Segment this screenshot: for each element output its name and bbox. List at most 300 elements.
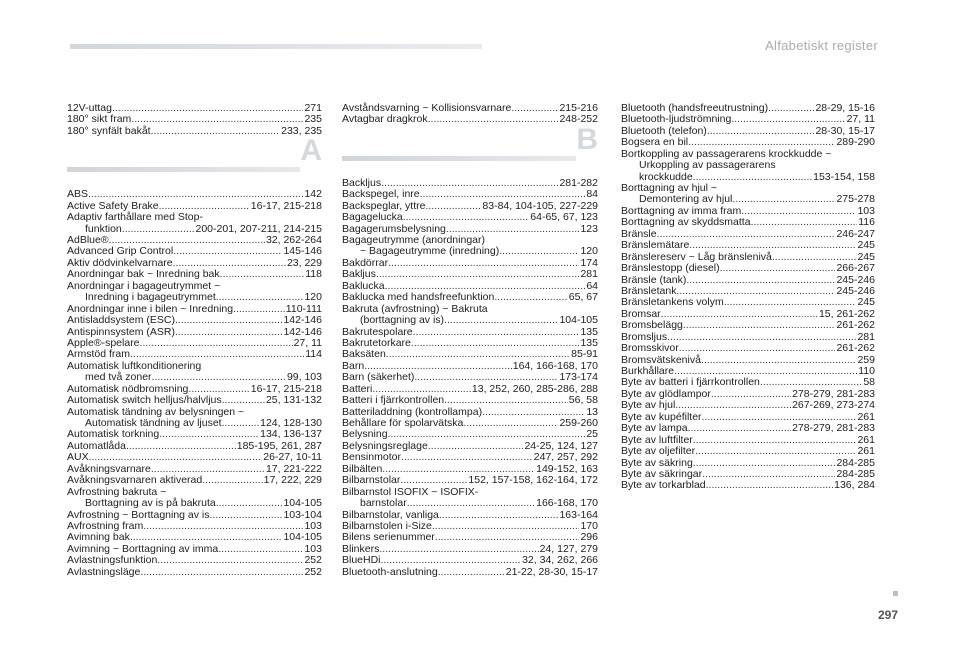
index-pages: 24-25, 124, 127 (524, 439, 598, 452)
index-pages: 58 (863, 376, 875, 389)
index-term: Bagageutrymme (anordningar) (342, 234, 485, 247)
index-term: Automatisk tändning av belysningen ~ (67, 405, 245, 418)
index-entry (621, 183, 875, 206)
index-term: 180° synfält bakåt (67, 124, 151, 137)
leader-dots (428, 114, 559, 125)
index-entry (342, 395, 598, 406)
index-pages: 116 (858, 216, 875, 229)
leader-dots (702, 469, 835, 480)
index-pages: 163-164 (559, 508, 598, 521)
index-subterm: Urkoppling av passagerarens (639, 159, 776, 172)
index-pages: 27, 11 (293, 336, 322, 349)
index-entry (67, 126, 322, 137)
section-letter-a: A (300, 134, 322, 168)
index-term: Demontering av hjul (639, 193, 733, 206)
index-term: AdBlue® (67, 234, 109, 247)
index-term: Bromsvätskenivå (621, 353, 701, 366)
index-pages: 145-146 (283, 245, 322, 258)
index-term: Bromsbelägg (621, 319, 683, 332)
index-pages: 17, 221-222 (265, 462, 322, 475)
index-term: Belysningsreglage (342, 439, 428, 452)
index-term: Borttagning av skyddsmatta (621, 216, 751, 229)
index-pages: 103 (857, 204, 875, 217)
leader-dots (126, 441, 236, 452)
index-line (342, 498, 598, 509)
index-entry (67, 475, 322, 486)
index-term: Bakrutespolare (342, 325, 413, 338)
index-term: Automatisk nödbromsning (67, 382, 189, 395)
index-term: Byte av lampa (621, 422, 688, 435)
leader-dots (407, 498, 535, 509)
index-pages: 123 (580, 222, 598, 235)
index-pages: 21-22, 28-30, 15-17 (505, 565, 598, 578)
leader-dots (157, 555, 303, 566)
index-pages: 103-104 (283, 508, 322, 521)
index-pages: 252 (304, 554, 322, 567)
index-line (67, 315, 322, 326)
index-group-b (342, 178, 598, 578)
index-term: Byte av glödlampor (621, 387, 711, 400)
index-term: Avimning ~ Borttagning av imma (67, 542, 219, 555)
index-pages: 173-174 (559, 371, 598, 384)
index-entry (342, 304, 598, 327)
index-term: 180° sikt fram (67, 113, 132, 126)
index-entry (67, 212, 322, 235)
index-term: 12V-uttag (67, 101, 112, 114)
index-term: Bromsskivor (621, 342, 679, 355)
leader-dots (679, 343, 836, 354)
index-pages: 296 (580, 531, 598, 544)
index-term: Batteriladdning (kontrollampa) (342, 405, 483, 418)
index-entry (621, 343, 875, 354)
index-pages: 16-17, 215-218 (250, 199, 322, 212)
index-term: Armstöd fram (67, 348, 131, 361)
index-pages: 200-201, 207-211, 214-215 (195, 222, 322, 235)
index-term: Avåkningsvarnare (67, 462, 151, 475)
index-term: Avfrostning ~ Borttagning av is (67, 508, 210, 521)
index-pages: 118 (305, 268, 322, 281)
index-pages: 261-262 (836, 342, 875, 355)
leader-dots (693, 458, 836, 469)
index-term: barnstolar (360, 497, 407, 510)
index-pages: 271 (304, 101, 322, 114)
leader-dots (151, 126, 281, 137)
index-pages: 134, 136-137 (260, 428, 322, 441)
index-term: ABS (67, 188, 89, 201)
index-term: Bagagelucka (342, 211, 403, 224)
index-line (621, 343, 875, 354)
index-term: Avståndsvarning ~ Kollisionsvarnare (342, 101, 512, 114)
header-rule (70, 44, 482, 49)
index-pages: 170 (580, 519, 598, 532)
index-line (67, 567, 322, 578)
index-term: Bagagerumsbelysning (342, 222, 446, 235)
index-pages: 28-30, 15-17 (815, 124, 875, 137)
index-term: Automatisk tändning av ljuset (85, 417, 222, 430)
index-term: med två zoner (85, 371, 152, 384)
index-term: Bilbarnstol ISOFIX ~ ISOFIX- (342, 485, 479, 498)
index-term: krockkudde (639, 170, 693, 183)
index-term: Byte av torkarblad (621, 479, 706, 492)
leader-dots (693, 435, 857, 446)
index-line (67, 212, 322, 223)
leader-dots (741, 206, 856, 217)
index-term: (borttagning av is) (360, 314, 445, 327)
leader-dots (218, 544, 303, 555)
index-pages: 13, 252, 260, 285-286, 288 (471, 382, 598, 395)
leader-dots (711, 389, 791, 400)
leader-dots (425, 201, 481, 212)
index-term: Bränslemätare (621, 239, 690, 252)
index-pages: 65, 67 (568, 291, 598, 304)
index-entry (67, 567, 322, 578)
index-pages: 64-65, 67, 123 (530, 211, 598, 224)
leader-dots (444, 315, 558, 326)
index-entry (621, 240, 875, 251)
index-pages: 103 (304, 542, 322, 555)
index-entry (342, 258, 598, 269)
index-entry (621, 480, 875, 491)
section-divider-bar (342, 156, 576, 161)
section-divider-a (67, 134, 322, 183)
index-term: Bluetooth (handsfreeutrustning) (621, 101, 769, 114)
index-term: Bluetooth-ljudströmning (621, 113, 732, 126)
index-column-2 (342, 103, 598, 578)
index-term: Bränsle (621, 227, 657, 240)
index-term: Burkhållare (621, 365, 675, 378)
index-line (67, 395, 322, 406)
section-letter-b: B (576, 122, 598, 156)
index-term: Byte av hjul (621, 399, 676, 412)
index-pages: 85-91 (571, 348, 598, 361)
index-term: Active Safety Brake (67, 199, 159, 212)
index-pages: 17, 222, 229 (263, 474, 322, 487)
leader-dots (720, 263, 836, 274)
index-line (621, 160, 875, 171)
index-term: BlueHDi (342, 554, 381, 567)
index-pages: 245-246 (836, 284, 875, 297)
index-line (342, 395, 598, 406)
index-pages: 275-278 (836, 193, 875, 206)
leader-dots (463, 418, 558, 429)
index-entry (342, 114, 598, 125)
leader-dots (511, 103, 558, 114)
leader-dots (173, 246, 282, 257)
index-term: Antisladdsystem (ESC) (67, 314, 175, 327)
index-pages: 120 (580, 245, 598, 258)
index-term: Bensinmotor (342, 451, 401, 464)
index-term: Bilens serienummer (342, 531, 435, 544)
page-marker (893, 591, 898, 596)
index-term: Avlastningsläge (67, 565, 141, 578)
index-pages: 110-111 (285, 302, 322, 315)
index-entry (67, 281, 322, 304)
index-term: Batteri i fjärrkontrollen (342, 394, 445, 407)
index-pages: 185-195, 261, 287 (236, 439, 322, 452)
index-line (621, 446, 875, 457)
index-pages: 261 (857, 410, 875, 423)
index-term: ~ Bagageutrymme (inredning) (360, 245, 500, 258)
index-entry (621, 149, 875, 183)
leader-dots (131, 114, 303, 125)
leader-dots (706, 480, 833, 491)
index-term: Belysning (342, 428, 388, 441)
index-pages: 114 (305, 348, 322, 361)
leader-dots (428, 441, 524, 452)
index-pages: 259-260 (559, 417, 598, 430)
index-term: Barn (342, 359, 365, 372)
index-term: Bränslereserv ~ Låg bränslenivå (621, 250, 772, 263)
index-pages: 152, 157-158, 162-164, 172 (468, 474, 598, 487)
index-line (67, 126, 322, 137)
index-entry (342, 292, 598, 303)
index-term: Bakrutetorkare (342, 336, 411, 349)
index-term: Avåkningsvarnaren aktiverad (67, 474, 203, 487)
index-pages: 245 (857, 239, 875, 252)
leader-dots (401, 452, 533, 463)
index-term: Bromsljus (621, 330, 668, 343)
index-pages: 16-17, 215-218 (250, 382, 322, 395)
leader-dots (413, 327, 580, 338)
leader-dots (688, 423, 792, 434)
index-pages: 104-105 (283, 497, 322, 510)
index-pages: 15, 261-262 (818, 307, 875, 320)
leader-dots (686, 275, 835, 286)
index-line (621, 240, 875, 251)
index-entry (67, 395, 322, 406)
index-entry (621, 423, 875, 434)
index-pages: 245-246 (836, 273, 875, 286)
section-divider-bar (67, 167, 300, 172)
index-pages: 124, 128-130 (260, 417, 322, 430)
index-term: Bortkoppling av passagerarens krockkudde ~ (621, 147, 832, 160)
index-term: Bluetooth-anslutning (342, 565, 438, 578)
index-term: Aktiv dödvinkelvarnare (67, 256, 173, 269)
index-term: Bränsletank (621, 284, 677, 297)
index-pages: 164, 166-168, 170 (512, 359, 598, 372)
index-pages: 284-285 (836, 467, 875, 480)
index-term: Bränslestopp (diesel) (621, 262, 720, 275)
index-term: Bogsera en bil (621, 136, 689, 149)
index-pages: 83-84, 104-105, 227-229 (482, 199, 598, 212)
index-term: Borttagning av hjul ~ (621, 182, 718, 195)
index-pages: 166-168, 170 (536, 497, 598, 510)
index-term: Bakruta (avfrostning) ~ Bakruta (342, 302, 488, 315)
index-pages: 28-29, 15-16 (815, 101, 875, 114)
leader-dots (695, 446, 856, 457)
index-pages: 266-267 (836, 262, 875, 275)
index-pages: 56, 58 (568, 394, 598, 407)
index-pages: 120 (304, 291, 322, 304)
index-group-numeric (67, 103, 322, 137)
leader-dots (432, 521, 580, 532)
index-pages: 267-269, 273-274 (792, 399, 875, 412)
index-pages: 153-154, 158 (813, 170, 875, 183)
index-term: Backljus (342, 176, 382, 189)
index-pages: 135 (580, 336, 598, 349)
index-pages: 289-290 (836, 136, 875, 149)
index-term: Automatisk luftkonditionering (67, 359, 202, 372)
leader-dots (202, 475, 262, 486)
index-term: Backspeglar, yttre (342, 199, 426, 212)
index-entry (342, 235, 598, 258)
leader-dots (768, 103, 814, 114)
index-pages: 110 (858, 365, 875, 378)
page-number: 297 (877, 608, 898, 622)
index-term: Bakljus (342, 268, 376, 281)
index-pages: 281 (580, 268, 598, 281)
index-pages: 284-285 (836, 456, 875, 469)
index-term: AUX (67, 451, 89, 464)
index-term: Bilbälten (342, 462, 383, 475)
index-pages: 32, 262-264 (265, 234, 322, 247)
index-entry (67, 487, 322, 510)
index-pages: 149-152, 163 (536, 462, 598, 475)
index-pages: 245 (857, 250, 875, 263)
leader-dots (379, 544, 538, 555)
leader-dots (143, 521, 303, 532)
index-entry (342, 212, 598, 223)
index-line (621, 263, 875, 274)
leader-dots (376, 269, 580, 280)
index-term: Behållare för spolarvätska (342, 417, 464, 430)
index-line (342, 114, 598, 125)
leader-dots (661, 309, 818, 320)
index-term: Bluetooth (telefon) (621, 124, 707, 137)
index-pages: 25 (586, 428, 598, 441)
index-column-1 (67, 103, 322, 578)
index-pages: 215-216 (559, 101, 598, 114)
index-pages: 174 (580, 256, 598, 269)
index-line (67, 498, 322, 509)
index-pages: 84 (586, 188, 598, 201)
index-group-b-continued (621, 103, 875, 492)
index-term: Avfrostning fram (67, 519, 144, 532)
index-line (342, 475, 598, 486)
index-entry (67, 315, 322, 326)
index-entry (342, 567, 598, 578)
leader-dots (222, 418, 260, 429)
index-line (342, 258, 598, 269)
index-pages: 103 (304, 519, 322, 532)
leader-dots (233, 304, 285, 315)
leader-dots (112, 103, 304, 114)
index-pages: 247, 257, 292 (533, 451, 598, 464)
leader-dots (732, 194, 835, 205)
index-term: Anordningar bak ~ Inredning bak (67, 268, 220, 281)
leader-dots (444, 395, 568, 406)
leader-dots (175, 315, 283, 326)
index-pages: 252 (304, 565, 322, 578)
index-term: Avlastningsfunktion (67, 554, 158, 567)
index-pages: 135 (580, 325, 598, 338)
index-group-a (67, 189, 322, 578)
index-pages: 281 (857, 330, 875, 343)
index-term: Baklucka med handsfreefunktion (342, 291, 495, 304)
index-line (621, 480, 875, 491)
index-pages: 261-262 (836, 319, 875, 332)
section-divider-b (342, 122, 598, 172)
index-term: Baksäten (342, 348, 386, 361)
leader-dots (210, 510, 283, 521)
index-term: Advanced Grip Control (67, 245, 174, 258)
leader-dots (707, 126, 815, 137)
index-term: Blinkers (342, 542, 380, 555)
leader-dots (438, 567, 505, 578)
leader-dots (689, 240, 856, 251)
index-pages: 27, 11 (846, 113, 875, 126)
index-pages: 64 (586, 279, 598, 292)
leader-dots (388, 258, 579, 269)
index-term: Adaptiv farthållare med Stop- (67, 211, 203, 224)
index-term: Baklucka (342, 279, 385, 292)
index-term: Bakdörrar (342, 256, 389, 269)
leader-dots (701, 355, 857, 366)
index-entry (342, 475, 598, 486)
leader-dots (683, 320, 836, 331)
index-pages: 104-105 (559, 314, 598, 327)
index-term: Anordningar inne i bilen ~ Inredning (67, 302, 234, 315)
index-term: funktion (85, 222, 122, 235)
index-line (67, 475, 322, 486)
index-term: Antispinnsystem (ASR) (67, 325, 175, 338)
index-line (67, 292, 322, 303)
index-term: Byte av kupéfilter (621, 410, 702, 423)
leader-dots (122, 224, 195, 235)
index-group-a-continued (342, 103, 598, 126)
index-pages: 278-279, 281-283 (792, 387, 875, 400)
index-pages: 99, 103 (286, 371, 322, 384)
index-pages: 233, 235 (281, 124, 322, 137)
index-line (342, 212, 598, 223)
leader-dots (140, 338, 293, 349)
index-pages: 142 (304, 188, 322, 201)
index-term: Backspegel, inre (342, 188, 420, 201)
index-term: Borttagning av is på bakruta (85, 497, 216, 510)
index-entry (67, 361, 322, 384)
index-pages: 26-27, 10-11 (263, 451, 322, 464)
leader-dots (220, 269, 305, 280)
index-pages: 278-279, 281-283 (792, 422, 875, 435)
index-pages: 142-146 (283, 325, 322, 338)
index-term: Byte av säkringar (621, 467, 703, 480)
leader-dots (216, 292, 304, 303)
leader-dots (499, 246, 579, 257)
index-term: Byte av luftfilter (621, 433, 693, 446)
index-term: Anordningar i bagageutrymmet ~ (67, 279, 221, 292)
page-header-title: Alfabetiskt register (765, 38, 878, 53)
index-term: Bilbarnstolen i-Size (342, 519, 432, 532)
leader-dots (667, 332, 856, 343)
index-pages: 142-146 (283, 314, 322, 327)
index-pages: 32, 34, 262, 266 (522, 554, 598, 567)
index-pages: 261 (857, 433, 875, 446)
index-pages: 261 (857, 445, 875, 458)
index-line (342, 292, 598, 303)
index-term: Bränsletankens volym (621, 296, 724, 309)
index-term: Apple®-spelare (67, 336, 140, 349)
leader-dots (494, 292, 567, 303)
index-term: Automatisk switch helljus/halvljus (67, 394, 222, 407)
leader-dots (140, 567, 303, 578)
index-entry (67, 407, 322, 430)
index-pages: 246-247 (836, 227, 875, 240)
index-pages: 248-252 (559, 113, 598, 126)
index-line (621, 423, 875, 434)
leader-dots (439, 510, 559, 521)
leader-dots (216, 498, 283, 509)
index-pages: 245 (857, 296, 875, 309)
